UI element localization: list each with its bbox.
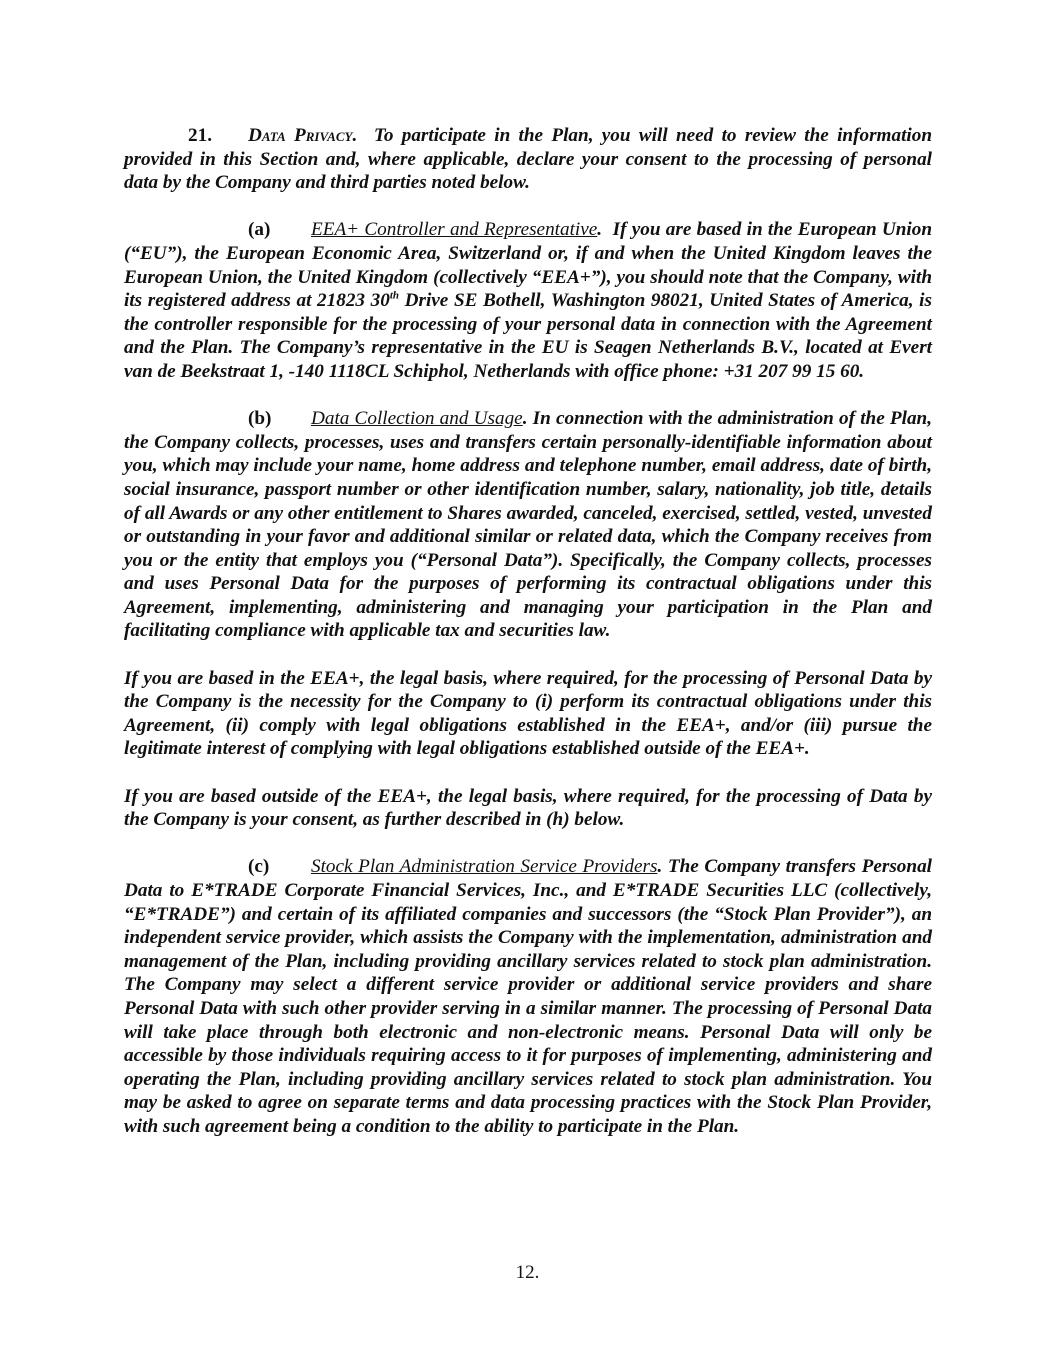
item-b-text: In connection with the administration of the Plan, the Company collects, processes, uses and transfers certain personally-identifiable information about you, which may include your name, home address and telephone number, email address, date of birth, social insurance, passport number or other identification number, salary, nationality, job title, details of all Awards or any other entitlement to Shares awarded, canceled, exercised, settled, vested, unvested or outstanding in your favor and additional similar or related data, which the Company receives from you or the entity that employs you (“Personal Data”). Specifically, the Company collects, processes and uses Personal Data for the purposes of performing its contractual obligations under this Agreement, implementing, administering and managing your participation in the Plan and facilitating compliance with applicable tax and securities law. [124, 408, 933, 642]
eea-legal-basis-paragraph: If you are based in the EEA+, the legal basis, where required, for the processing of Personal Data by the Company is the necessity for the Company to (i) perform its contractual obligations under this Agreement, (ii) comply with legal obligations established in the EEA+, and/or (iii) pursue the legitimate interest of complying with legal obligations established outside of the EEA+. [124, 667, 932, 760]
item-c-label: (c) [248, 856, 270, 878]
item-a-text-2: Drive SE Bothell, Washington 98021, United States of America, is the controller responsible for the processing of your personal data in connection with the Agreement and the Plan. The Company’s representative in the EU is Seagen Netherlands B.V., located at Evert van de Beekstraat 1, -140 1118CL Schiphol, Netherlands with office phone: +31 207 99 15 60. [124, 290, 932, 382]
section-number: 21. [188, 125, 212, 146]
section-heading: Data Privacy. [248, 125, 358, 146]
item-b-heading: Data Collection and Usage [311, 408, 523, 430]
item-c-text: The Company transfers Personal Data to E*TRADE Corporate Financial Services, Inc., and E*TRADE Securities LLC (collectively, “E*TRADE”) and certain of its affiliated companies and successors (the “Stock Plan Provider”), an independent service provider, which assists the Company with the implementation, administration and management of the Plan, including providing ancillary services related to stock plan administration. The Company may select a different service provider or additional service providers and share Personal Data with such other provider serving in a similar manner. The processing of Personal Data will take place through both electronic and non-electronic means. Personal Data will only be accessible by those individuals requiring access to it for purposes of implementing, administering and operating the Plan, including providing ancillary services related to stock plan administration. You may be asked to agree on separate terms and data processing practices with the Stock Plan Provider, with such agreement being a condition to the ability to participate in the Plan. [124, 856, 932, 1137]
item-c-paragraph: (c) Stock Plan Administration Service Providers. The Company transfers Personal Data to E*TRADE Corporate Financial Services, Inc., and E*TRADE Securities LLC (collectively, “E*TRADE”) and certain of its affiliated companies and successors (the “Stock Plan Provider”), an independent service provider, which assists the Company with the implementation, administration and management of the Plan, including providing ancillary services related to stock plan administration. The Company may select a different service provider or additional service providers and share Personal Data with such other provider serving in a similar manner. The processing of Personal Data will take place through both electronic and non-electronic means. Personal Data will only be accessible by those individuals requiring access to it for purposes of implementing, administering and operating the Plan, including providing ancillary services related to stock plan administration. You may be asked to agree on separate terms and data processing practices with the Stock Plan Provider, with such agreement being a condition to the ability to participate in the Plan. [124, 856, 932, 1137]
item-a-label: (a) [248, 219, 271, 241]
outside-eea-legal-basis-paragraph: If you are based outside of the EEA+, the legal basis, where required, for the processing of Data by the Company is your consent, as further described in (h) below. [124, 785, 932, 831]
item-b-label: (b) [248, 408, 272, 430]
item-a-text-1: If you are based in the European Union (“EU”), the European Economic Area, Switzerland or, if and when the United Kingdom leaves the European Union, the United Kingdom (collectively “EEA+”), you should note that the Company, with its registered address at 21823 30 [124, 219, 933, 312]
item-c-heading: Stock Plan Administration Service Providers [311, 856, 658, 878]
item-a-paragraph: (a) EEA+ Controller and Representative. If you are based in the European Union (“EU”), the European Economic Area, Switzerland or, if and when the United Kingdom leaves the European Union, the United Kingdom (collectively “EEA+”), you should note that the Company, with its registered address at 21823 30th Drive SE Bothell, Washington 98021, United States of America, is the controller responsible for the processing of your personal data in connection with the Agreement and the Plan. The Company’s representative in the EU is Seagen Netherlands B.V., located at Evert van de Beekstraat 1, -140 1118CL Schiphol, Netherlands with office phone: +31 207 99 15 60. [124, 219, 933, 382]
page-number: 12. [515, 1262, 540, 1283]
ordinal-superscript: th [389, 289, 400, 302]
section-21-paragraph [124, 124, 932, 195]
item-b-paragraph: (b) Data Collection and Usage. In connection with the administration of the Plan, the Company collects, processes, uses and transfers certain personally-identifiable information about you, which may include your name, home address and telephone number, email address, date of birth, social insurance, passport number or other identification number, salary, nationality, job title, details of all Awards or any other entitlement to Shares awarded, canceled, exercised, settled, vested, unvested or outstanding in your favor and additional similar or related data, which the Company receives from you or the entity that employs you (“Personal Data”). Specifically, the Company collects, processes and uses Personal Data for the purposes of performing its contractual obligations under this Agreement, implementing, administering and managing your participation in the Plan and facilitating compliance with applicable tax and securities law. [124, 408, 933, 642]
section-text: To participate in the Plan, you will need to review the information provided in this Section and, where applicable, declare your consent to the processing of personal data by the Company and third parties noted below. [124, 125, 932, 194]
document-body [124, 124, 932, 1162]
item-a-heading: EEA+ Controller and Representative [311, 219, 598, 241]
